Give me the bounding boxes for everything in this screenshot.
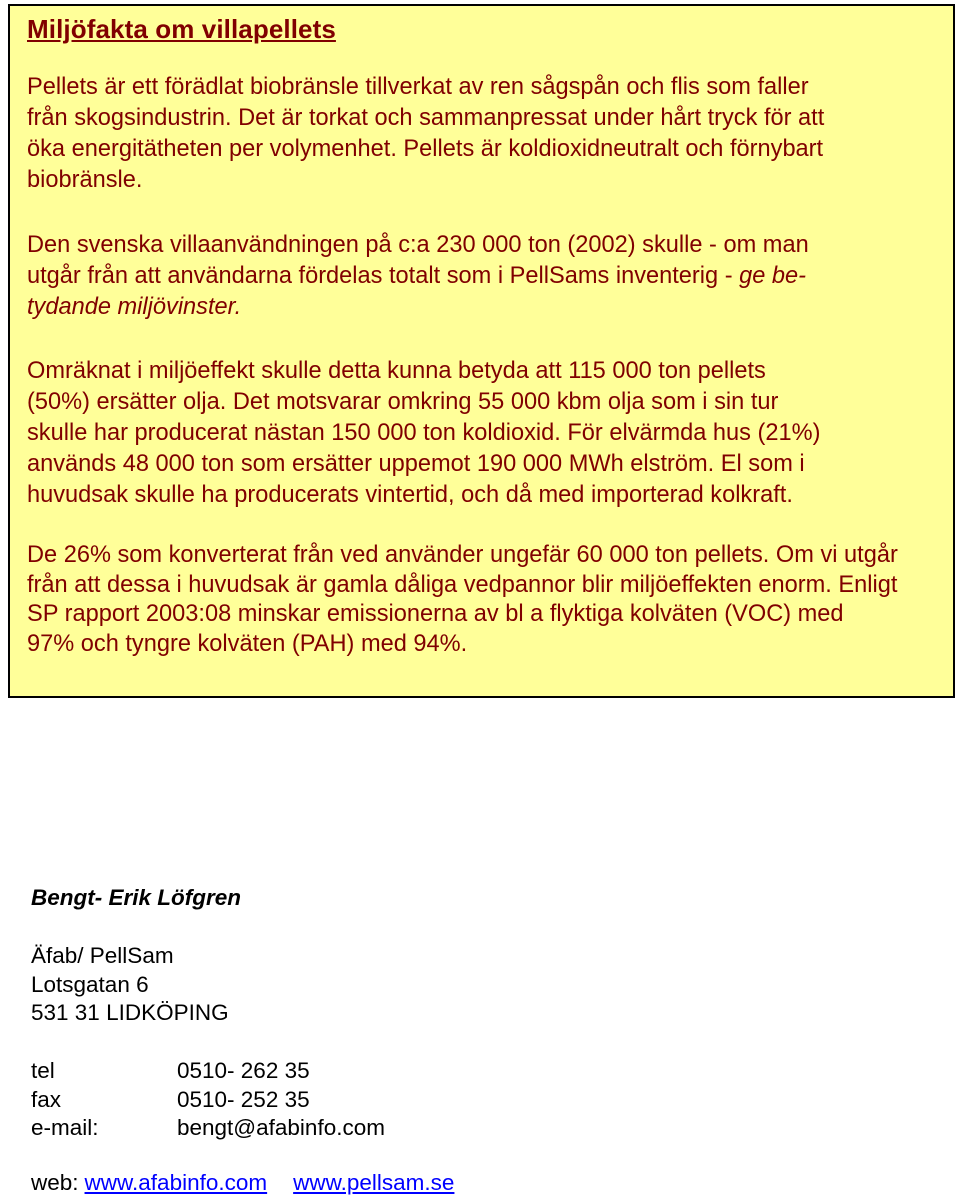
fax-label: fax — [31, 1086, 62, 1112]
contact-address — [31, 942, 229, 1028]
text-line: från att dessa i huvudsak är gamla dåliga vedpannor blir miljöeffekten enorm. Enligt — [27, 571, 898, 598]
italic-line: tydande miljövinster. — [27, 294, 242, 320]
text-line: Pellets är ett förädlat biobränsle tillverkat av ren sågspån och flis som faller — [27, 74, 809, 100]
text-line: Omräknat i miljöeffekt skulle detta kunna betyda att 115 000 ton pellets — [27, 358, 766, 384]
address-line: Lotsgatan 6 — [31, 971, 149, 997]
phone-label: tel — [31, 1058, 55, 1083]
fax-row — [31, 1086, 385, 1115]
contact-web — [31, 1170, 454, 1196]
paragraph-intro — [27, 72, 949, 196]
contact-numbers — [31, 1057, 385, 1143]
fact-box — [8, 4, 955, 698]
phone-row — [31, 1057, 385, 1086]
fact-title: Miljöfakta om villapellets — [27, 14, 336, 44]
email-value: bengt@afabinfo.com — [177, 1115, 385, 1140]
text-line: används 48 000 ton som ersätter uppemot 190 000 MWh elström. El som i — [27, 451, 805, 477]
text-line: De 26% som konverterat från ved använder ungefär 60 000 ton pellets. Om vi utgår — [27, 542, 898, 568]
text-line: 97% och tyngre kolväten (PAH) med 94%. — [27, 630, 468, 657]
email-label: e-mail: — [31, 1115, 99, 1140]
text-line: biobränsle. — [27, 167, 143, 193]
phone-value: 0510- 262 35 — [177, 1058, 310, 1083]
text-line: huvudsak skulle ha producerats vintertid, och då med importerad kolkraft. — [27, 482, 793, 508]
web-label: web: — [31, 1170, 79, 1195]
paragraph-usage — [27, 230, 949, 323]
text-line: (50%) ersätter olja. Det motsvarar omkring 55 000 kbm olja som i sin tur — [27, 389, 779, 415]
text-line: skulle har producerat nästan 150 000 ton koldioxid. För elvärmda hus (21%) — [27, 420, 821, 446]
text-line — [27, 261, 949, 292]
text-line: SP rapport 2003:08 minskar emissionerna av bl a flyktiga kolväten (VOC) med — [27, 601, 844, 627]
web-link-afabinfo[interactable]: www.afabinfo.com — [84, 1170, 268, 1195]
address-line: 531 31 LIDKÖPING — [31, 1000, 229, 1025]
contact-name: Bengt- Erik Löfgren — [31, 885, 242, 910]
email-row — [31, 1114, 385, 1143]
web-link-pellsam[interactable]: www.pellsam.se — [293, 1170, 455, 1195]
address-line: Äfab/ PellSam — [31, 943, 174, 968]
paragraph-conversion — [27, 541, 949, 659]
fax-value: 0510- 252 35 — [177, 1086, 310, 1112]
italic-segment: ge be- — [739, 263, 807, 289]
text-segment: utgår från att användarna fördelas totalt som i PellSams inventerig - — [27, 263, 740, 289]
text-line: från skogsindustrin. Det är torkat och sammanpressat under hårt tryck för att — [27, 105, 825, 131]
text-line: öka energitätheten per volymenhet. Pellets är koldioxidneutralt och förnybart — [27, 136, 824, 162]
text-line: Den svenska villaanvändningen på c:a 230 000 ton (2002) skulle - om man — [27, 232, 809, 258]
paragraph-effect — [27, 356, 949, 511]
